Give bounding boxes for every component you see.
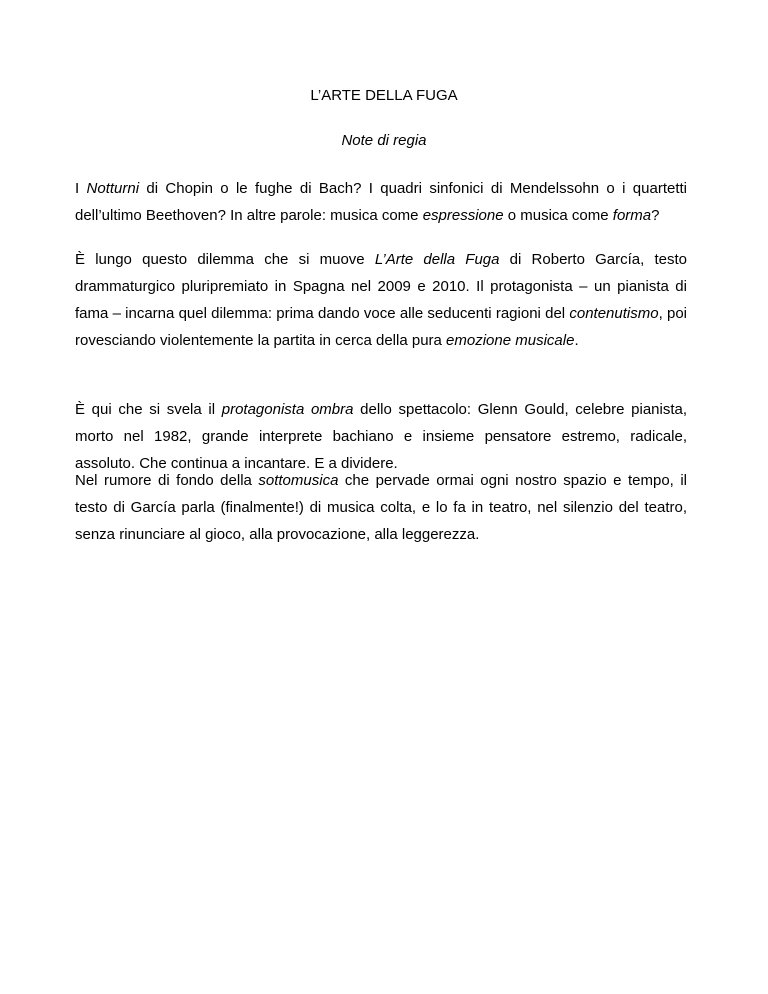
paragraph-2 [75, 246, 687, 354]
italic-text: forma [612, 207, 652, 224]
paragraph-text: Nel rumore di fondo della [75, 472, 259, 489]
paragraph-text: I [75, 180, 87, 197]
paragraph-3 [75, 396, 687, 477]
paragraph-4 [75, 467, 687, 548]
italic-text: contenutismo [569, 305, 659, 322]
paragraph-text: di Chopin o le fughe di Bach? I quadri sinfonici di Mendelssohn o i quartetti dell’ultimo Beethoven? In altre parole: musica come [75, 180, 687, 224]
italic-text: sottomusica [258, 472, 339, 489]
document-title: L’ARTE DELLA FUGA [310, 87, 458, 104]
paragraph-text: o musica come [503, 207, 613, 224]
paragraph-text: È lungo questo dilemma che si muove [75, 251, 375, 268]
paragraph-text: È qui che si svela il [75, 401, 222, 418]
italic-text: Notturni [86, 180, 140, 197]
paragraph-text: , poi rovesciando violentemente la partita in cerca della pura [75, 305, 687, 349]
paragraph-text: di Roberto García, testo drammaturgico pluripremiato in Spagna nel 2009 e 2010. Il protagonista – un pianista di fama – incarna quel dilemma: prima dando voce alle seducenti ragioni del [75, 251, 688, 322]
document-subtitle: Note di regia [341, 132, 427, 149]
italic-text: espressione [422, 207, 504, 224]
italic-text: emozione musicale [446, 332, 575, 349]
italic-text: protagonista ombra [221, 401, 354, 418]
paragraph-text: ? [651, 207, 660, 224]
paragraph-text: . [574, 332, 579, 349]
paragraph-1 [75, 175, 687, 229]
paragraph-text: che pervade ormai ogni nostro spazio e tempo, il testo di García parla (finalmente!) di musica colta, e lo fa in teatro, nel silenzio del teatro, senza rinunciare al gioco, alla provocazione, alla leggerezza. [75, 472, 687, 543]
italic-text: L’Arte della Fuga [374, 251, 500, 268]
paragraph-text: dello spettacolo: Glenn Gould, celebre pianista, morto nel 1982, grande interprete bachiano e insieme pensatore estremo, radicale, assoluto. Che continua a incantare. E a dividere. [75, 401, 688, 472]
